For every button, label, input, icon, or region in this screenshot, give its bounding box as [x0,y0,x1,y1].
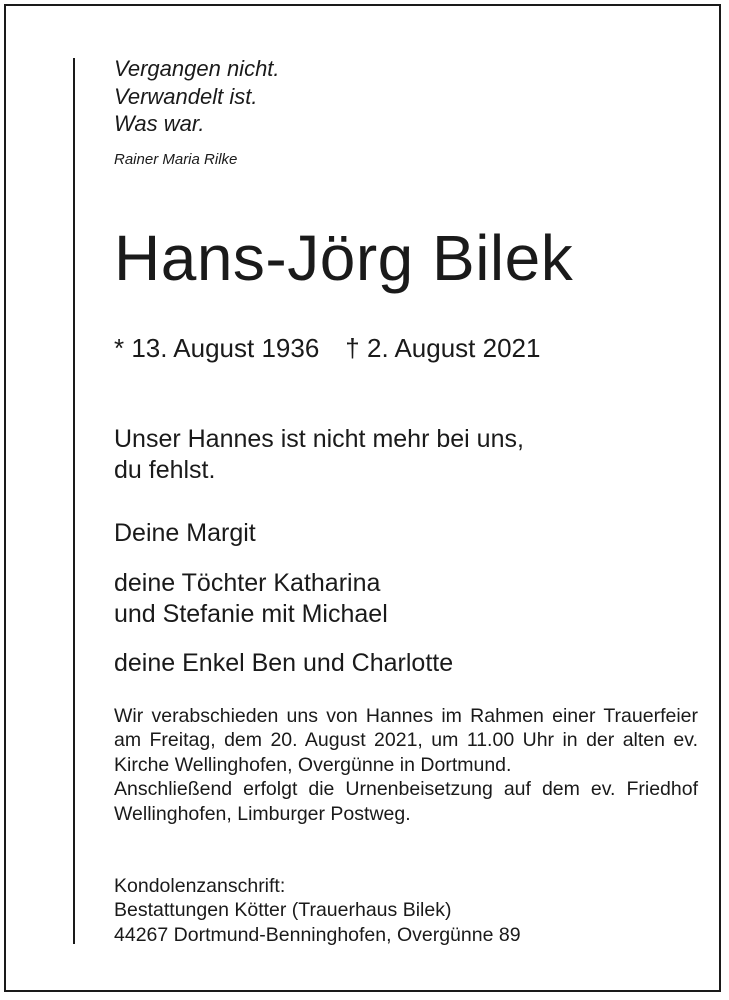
mourner-daughters [114,568,388,630]
daughters-line-1: deine Töchter Katharina [114,569,381,597]
notice-paragraph-1: Wir verabschieden uns von Hannes im Rahmen einer Trauerfeier am Freitag, dem 20. August 2021, um 11.00 Uhr in der alten ev. Kirche Wellinghofen, Overgünne in Dortmund. [114,705,698,776]
condolence-label: Kondolenzanschrift: [114,875,286,897]
quote-author: Rainer Maria Rilke [114,151,238,168]
message-line-2: du fehlst. [114,456,216,484]
life-dates [114,333,540,364]
quote-line-3: Was war. [114,111,205,136]
deceased-name: Hans-Jörg Bilek [114,222,574,294]
quote-line-1: Vergangen nicht. [114,56,280,81]
funeral-notice [114,704,698,826]
notice-paragraph-2: Anschließend erfolgt die Urnenbeisetzung auf dem ev. Friedhof Wellinghofen, Limburger Postweg. [114,778,698,825]
farewell-message [114,424,524,486]
ad-border [4,4,721,992]
death-date: † 2. August 2021 [345,333,541,363]
rilke-quote [114,55,280,138]
daughters-line-2: und Stefanie mit Michael [114,600,388,628]
left-rule [73,58,75,944]
birth-date: * 13. August 1936 [114,333,320,363]
condolence-address [114,874,521,947]
mourner-grandchildren: deine Enkel Ben und Charlotte [114,649,454,677]
condolence-line-1: Bestattungen Kötter (Trauerhaus Bilek) [114,899,452,922]
quote-line-2: Verwandelt ist. [114,83,258,109]
message-line-1: Unser Hannes ist nicht mehr bei uns, [114,425,524,453]
mourner-wife: Deine Margit [114,519,256,547]
condolence-line-2: 44267 Dortmund-Benninghofen, Overgünne 89 [114,923,521,946]
